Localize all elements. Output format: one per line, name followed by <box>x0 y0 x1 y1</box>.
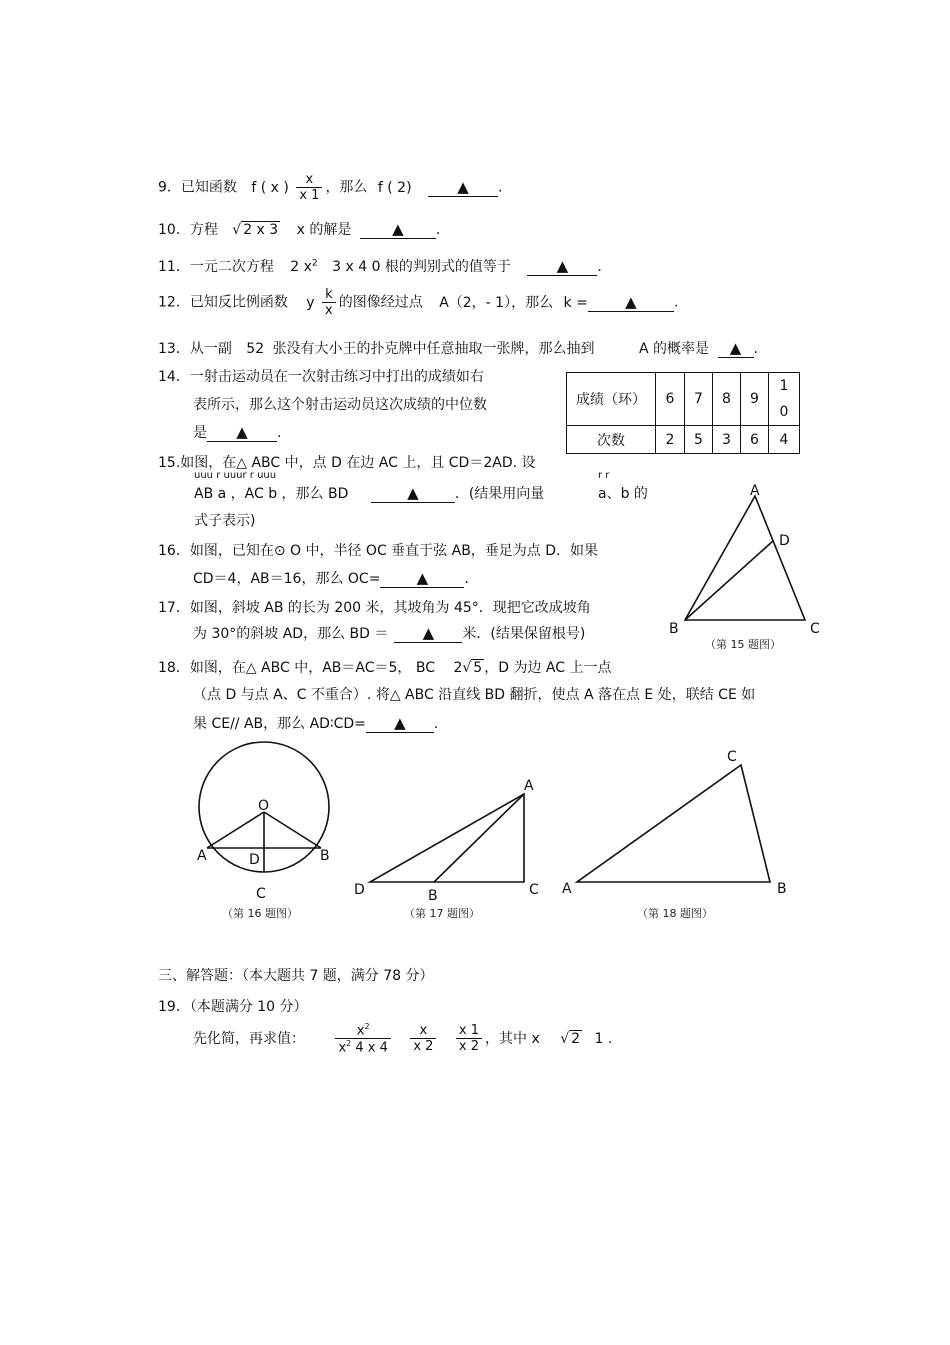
label-a: A <box>562 881 572 897</box>
q12-fraction: $\frac{k}{x}$ <box>322 287 336 318</box>
label-c: C <box>529 882 539 898</box>
question-18: 18．如图，在△ ABC 中，AB＝AC＝5， BC 2√ 5 ，D 为边 AC 上一点 <box>158 660 612 676</box>
q14-line2: 表所示，那么这个射击运动员这次成绩的中位数 <box>193 397 487 413</box>
label-c: C <box>810 621 820 637</box>
q9-text: 已知函数 <box>180 179 237 196</box>
q15-vec-arrows: r r <box>598 470 610 481</box>
caption-15: （第 15 题图） <box>705 638 781 651</box>
q15-blank[interactable]: ▲ <box>371 485 455 503</box>
label-c: C <box>256 886 266 902</box>
label-d: D <box>779 533 790 549</box>
table-row: 成绩（环） 6 7 8 9 1 0 <box>567 373 800 426</box>
q14-blank[interactable]: ▲ <box>207 424 277 442</box>
triangle-abc <box>685 496 805 620</box>
q15-line3: 式子表示) <box>194 513 256 529</box>
radius-oa <box>207 812 264 848</box>
triangle-abc <box>577 765 770 882</box>
label-b: B <box>777 881 787 897</box>
section-3-heading: 三、解答题：（本大题共 7 题，满分 78 分） <box>158 968 434 984</box>
label-d: D <box>354 882 365 898</box>
label-a: A <box>197 848 207 864</box>
q19-expression: 先化简，再求值： $\frac{x^2}{x^2 4 x 4}$ $\frac{x}{x 2}$ $\frac{x 1}{x 2}$ ，其中 x √ 2 1 . <box>193 1022 613 1056</box>
q19-fraction-3: $\frac{x 1}{x 2}$ <box>456 1023 482 1054</box>
question-13: 13．从一副 52 张没有大小王的扑克牌中任意抽取一张牌，那么抽到 A 的概率是 ▲ . <box>158 339 758 357</box>
label-b: B <box>669 621 679 637</box>
q12-blank[interactable]: ▲ <box>588 294 674 312</box>
label-o: O <box>258 798 270 814</box>
label-a: A <box>750 483 760 499</box>
score-table <box>566 372 800 454</box>
table-row: 次数 2 5 3 6 4 <box>567 426 800 454</box>
q10-radicand: 2 x 3 <box>243 222 279 238</box>
q9-text2: ，那么 <box>325 179 368 196</box>
figure-16 <box>190 740 350 910</box>
q16-blank[interactable]: ▲ <box>380 570 464 588</box>
question-10: 10．方程 √ 2 x 3 x 的解是 ▲ . <box>158 220 441 238</box>
q13-blank[interactable]: ▲ <box>718 340 754 358</box>
question-11: 11．一元二次方程 2 $x^2$ 3 x 4 0 根的判别式的值等于 ▲ . <box>158 257 602 275</box>
q18-blank[interactable]: ▲ <box>366 715 434 733</box>
question-9: 9．已知函数 f ( x ) $\frac{x}{x 1}$ ，那么 f ( 2) ▲ . <box>158 172 503 203</box>
q17-blank[interactable]: ▲ <box>394 625 462 643</box>
label-d: D <box>249 852 260 868</box>
question-12: 12．已知反比例函数 y $\frac{k}{x}$ 的图像经过点 A（2，- 1），那么 k = ▲ . <box>158 287 679 318</box>
radius-ob <box>264 812 321 848</box>
q9-eval: f ( 2) <box>377 179 412 196</box>
q14-line3: 是 ▲ . <box>193 423 282 441</box>
q18-line2: （点 D 与点 A、C 不重合）. 将△ ABC 沿直线 BD 翻折，使点 A 落在点 E 处，联结 CE 如 <box>193 687 756 703</box>
q9-blank[interactable]: ▲ <box>428 179 498 197</box>
label-a: A <box>524 778 534 794</box>
q15-vec-text: a、b 的 <box>598 486 648 502</box>
figure-15 <box>660 480 830 650</box>
q9-func: f ( x ) <box>251 179 289 196</box>
q15-vector-arrows: uuu r uuur r uuu <box>194 470 277 481</box>
caption-16: （第 16 题图） <box>222 907 298 920</box>
q9-number: 9． <box>158 179 181 196</box>
q16-line2: CD＝4，AB＝16，那么 OC= ▲ . <box>193 569 469 587</box>
q10-blank[interactable]: ▲ <box>360 221 436 239</box>
question-16: 16．如图，已知在⊙ O 中，半径 OC 垂直于弦 AB，垂足为点 D．如果 <box>158 543 599 559</box>
q17-line2: 为 30°的斜坡 AD，那么 BD ＝ ▲ 米．(结果保留根号) <box>193 624 586 642</box>
figure-18 <box>560 745 800 895</box>
question-17: 17．如图，斜坡 AB 的长为 200 米，其坡角为 45°．现把它改成坡角 <box>158 600 591 616</box>
label-c: C <box>727 749 737 765</box>
question-14: 14．一射击运动员在一次射击练习中打出的成绩如右 <box>158 369 484 385</box>
q18-line3: 果 CE// AB，那么 AD∶CD= ▲ . <box>193 714 439 732</box>
segment-bd <box>685 541 773 620</box>
q19-fraction-1: $\frac{x^2}{x^2 4 x 4}$ <box>335 1022 390 1056</box>
label-b: B <box>428 888 438 904</box>
figure-17 <box>350 770 550 904</box>
question-15: 15.如图，在△ ABC 中，点 D 在边 AC 上，且 CD＝2AD. 设 <box>158 455 536 471</box>
caption-18: （第 18 题图） <box>637 907 713 920</box>
q11-blank[interactable]: ▲ <box>527 258 597 276</box>
caption-17: （第 17 题图） <box>404 907 480 920</box>
q19-fraction-2: $\frac{x}{x 2}$ <box>410 1023 436 1054</box>
q9-fraction: $\frac{x}{x 1}$ <box>296 172 322 203</box>
label-b: B <box>320 848 330 864</box>
q15-line2: AB a ，AC b ，那么 BD ▲ ．(结果用向量 <box>194 484 545 502</box>
question-19: 19．（本题满分 10 分） <box>158 999 308 1015</box>
